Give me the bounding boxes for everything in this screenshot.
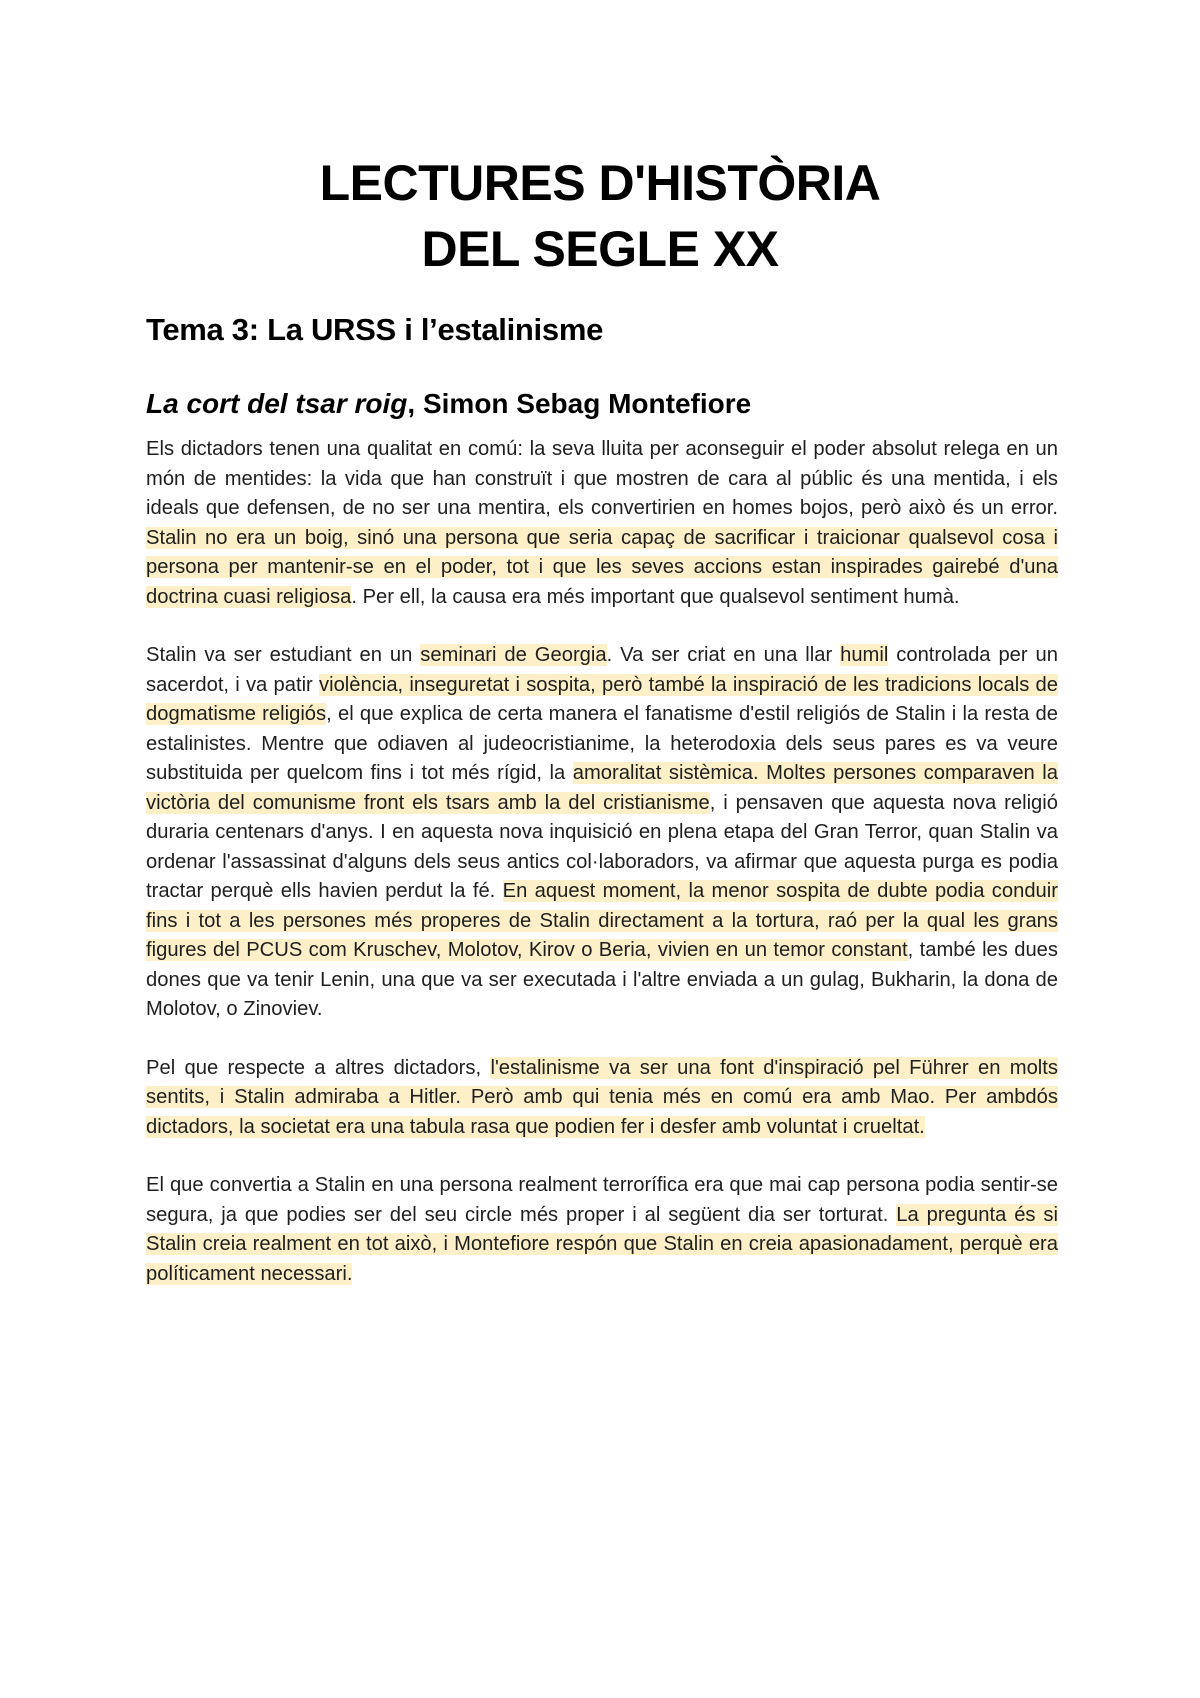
highlighted-text: humil [840, 644, 889, 666]
paragraph-text: controlada per un sacerdot, i va patir [146, 644, 1059, 696]
paragraph [146, 435, 1058, 612]
highlighted-text: seminari de Georgia [420, 644, 607, 666]
paragraph [146, 641, 1058, 1025]
section-heading: Tema 3: La URSS i l’estalinisme [146, 312, 604, 347]
book-author: , Simon Sebag Montefiore [407, 388, 752, 419]
highlighted-text: violència, inseguretat i sospita, però també la inspiració de les tradicions locals de dogmatisme religiós [146, 673, 1058, 725]
paragraph-text: , i pensaven que aquesta nova religió duraria centenars d'anys. I en aquesta nova inquisició en plena etapa del Gran Terror, quan Stalin va ordenar l'assassinat d'alguns dels seus antics col·laboradors, va afirmar que aquesta purga es podia tractar perquè ells havien perdut la fé. [146, 791, 1058, 902]
highlighted-text: Stalin no era un boig, sinó una persona que seria capaç de sacrificar i traicionar qualsevol cosa i persona per mantenir-se en el poder, tot i que les seves accions estan inspirades gairebé d'una doctrina cuasi religiosa [146, 526, 1058, 608]
body-text [146, 435, 1058, 1318]
paragraph-text: , el que explica de certa manera el fanatisme d'estil religiós de Stalin i la resta de estalinistes. Mentre que odiaven al judeocristianime, la heterodoxia dels seus pares es va veure substituida per quelcom fins i tot més rígid, la [146, 703, 1058, 784]
highlighted-text: amoralitat sistèmica. Moltes persones comparaven la victòria del comunisme front els tsars amb la del cristianisme [146, 762, 1059, 814]
highlighted-text: En aquest moment, la menor sospita de dubte podia conduir fins i tot a les persones més properes de Stalin directament a la tortura, raó per la qual les grans figures del PCUS com Kruschev, Molotov, Kirov o Beria, vivien en un temor constant [146, 880, 1058, 961]
paragraph-text: El que convertia a Stalin en una persona realment terrorífica era que mai cap persona podia sentir-se segura, ja que podies ser del seu circle més proper i al següent dia ser torturat. [146, 1174, 1058, 1226]
book-title: La cort del tsar roig [146, 388, 408, 419]
paragraph-text: , també les dues dones que va tenir Lenin, una que va ser executada i l'altre enviada a un gulag, Bukharin, la dona de Molotov, o Zinoviev. [146, 939, 1058, 1020]
paragraph-text: . Per ell, la causa era més important que qualsevol sentiment humà. [351, 585, 960, 608]
paragraph-text: Els dictadors tenen una qualitat en comú: la seva lluita per aconseguir el poder absolut relega en un món de mentides: la vida que han construït i que mostren de cara al públic és una mentida, i els ideals que defensen, de no ser una mentira, els convertirien en homes bojos, però això és un error. [146, 438, 1058, 519]
document-title [0, 150, 1200, 282]
title-line-2: DEL SEGLE XX [421, 221, 779, 277]
paragraph [146, 1054, 1058, 1143]
paragraph-text: . Va ser criat en una llar [606, 644, 841, 666]
highlighted-text: La pregunta és si Stalin creia realment en tot això, i Montefiore respón que Stalin en creia apasionadament, perquè era políticament necessari. [146, 1203, 1058, 1285]
title-line-1: LECTURES D'HISTÒRIA [319, 155, 881, 211]
highlighted-text: l'estalinisme va ser una font d'inspiració pel Führer en molts sentits, i Stalin admiraba a Hitler. Però amb qui tenia més en comú era amb Mao. Per ambdós dictadors, la societat era una tabula rasa que podien fer i desfer amb voluntat i crueltat. [146, 1056, 1058, 1138]
reading-heading [146, 388, 751, 420]
paragraph [146, 1171, 1058, 1289]
paragraph-text: Pel que respecte a altres dictadors, [146, 1056, 491, 1079]
paragraph-text: Stalin va ser estudiant en un [146, 644, 421, 666]
